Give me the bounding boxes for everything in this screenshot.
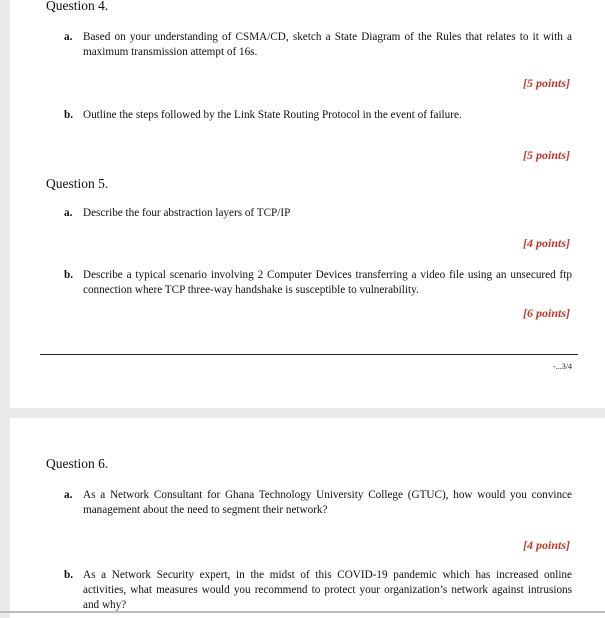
question-6a-text: As a Network Consultant for Ghana Technology University College (GTUC), how would you convince management about the need to segment their network? bbox=[83, 489, 572, 516]
question-5a-label: a. bbox=[64, 207, 73, 219]
question-4a-marks: [5 points] bbox=[522, 76, 570, 90]
question-6a-marks: [4 points] bbox=[522, 538, 570, 552]
question-4a bbox=[64, 30, 572, 60]
question-4b bbox=[64, 108, 572, 123]
question-5a bbox=[64, 206, 572, 221]
question-4b-text: Outline the steps followed by the Link State Routing Protocol in the event of failure. bbox=[83, 109, 462, 121]
question-5-title: Question 5. bbox=[46, 176, 109, 191]
question-4-title: Question 4. bbox=[46, 0, 109, 13]
question-5b bbox=[64, 268, 572, 298]
question-6-title: Question 6. bbox=[46, 456, 109, 471]
question-4b-marks: [5 points] bbox=[522, 148, 570, 162]
question-4a-text: Based on your understanding of CSMA/CD, sketch a State Diagram of the Rules that relates to it with a maximum transmission attempt of 16s. bbox=[83, 31, 572, 58]
question-4a-label: a. bbox=[64, 31, 73, 43]
question-6b-label: b. bbox=[64, 569, 74, 581]
document-page-3 bbox=[10, 0, 605, 408]
question-5b-label: b. bbox=[64, 269, 74, 281]
question-6b bbox=[64, 568, 572, 613]
question-4b-label: b. bbox=[64, 109, 74, 121]
question-6b-text: As a Network Security expert, in the midst of this COVID-19 pandemic which has increased online activities, what measures would you recommend to protect your organization’s network against intrusions and why? bbox=[83, 569, 572, 611]
question-5a-text: Describe the four abstraction layers of TCP/IP bbox=[83, 207, 291, 219]
question-5a-marks: [4 points] bbox=[522, 236, 570, 250]
page-number: -...3/4 bbox=[553, 362, 572, 371]
footer-divider bbox=[40, 354, 578, 355]
question-5b-marks: [6 points] bbox=[522, 306, 570, 320]
question-6a bbox=[64, 488, 572, 518]
question-6a-label: a. bbox=[64, 489, 73, 501]
question-5b-text: Describe a typical scenario involving 2 Computer Devices transferring a video file using an unsecured ftp connection where TCP three-way handshake is susceptible to vulnerability. bbox=[83, 269, 572, 296]
document-page-4 bbox=[10, 418, 605, 618]
